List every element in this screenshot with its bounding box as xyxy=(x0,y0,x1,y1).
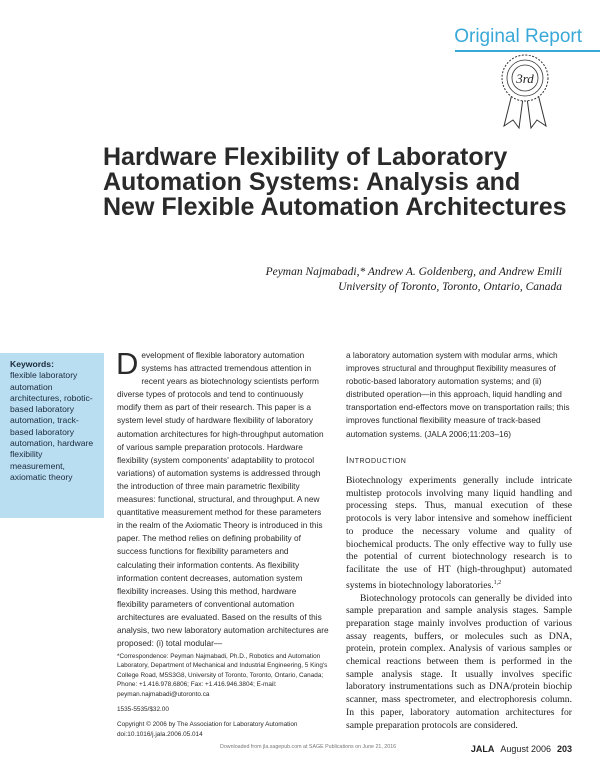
issn: 1535-5535/$32.00 xyxy=(117,706,169,714)
correspondence-note: *Correspondence: Peyman Najmabadi, Ph.D., Robotics and Automation Laboratory, Department of Mechanical and Industrial Engineering, 5 King's College Road, M5S3G8, University of Toronto, Toronto, Ontario, Canada; Phone: +1.416.978.6806; Fax: +1.416.946.3804; E-mail: peyman.najmabadi@utoronto.ca xyxy=(117,653,328,698)
article-title: Hardware Flexibility of Laboratory Automation Systems: Analysis and New Flexible Automation Architectures xyxy=(103,143,567,221)
intro-paragraph-2: Biotechnology protocols can generally be divided into sample preparation and sample analysis stages. Sample preparation stage mainly involves production of various assay reagents, buffers, or molecules such as DNA, protein, protein complex. Analysis of various samples or chemical reactions between them is performed in the sample analysis stage. It usually involves specific laboratory instrumentations such as DNA/protein biochip scanner, mass spectrometer, and electrophoresis column. In this paper, laboratory automation architectures for sample preparation protocols are considered. xyxy=(346,592,572,731)
abstract-left-column xyxy=(116,346,329,650)
intro-p1-text: Biotechnology experiments generally include intricate multistep protocols involving many liquid handling and processing steps. Thus, manual execution of these protocols is very labor intensive and somehow inefficient to produce the necessary volume and quality of biochemical products. The only effective way to fully use the potential of current biotechnology research is to facilitate the use of HT (high-throughput) automated systems in biotechnology laboratories. xyxy=(346,475,572,591)
affiliation: University of Toronto, Toronto, Ontario, Canada xyxy=(338,281,562,293)
issue-date: August 2006 xyxy=(500,744,551,754)
section-label: Original Report xyxy=(454,26,582,47)
doi: doi:10.1016/j.jala.2006.05.014 xyxy=(117,730,203,738)
keywords-box xyxy=(0,353,104,518)
keywords-label: Keywords: xyxy=(10,359,54,369)
download-note: Downloaded from jla.sagepub.com at SAGE Publications on June 21, 2016 xyxy=(220,744,397,750)
award-rosette-icon xyxy=(490,52,560,132)
drop-cap: D xyxy=(116,346,139,381)
copyright: Copyright © 2006 by The Association for Laboratory Automation xyxy=(117,721,298,729)
introduction-body xyxy=(346,475,572,732)
citation-ref: 1,2 xyxy=(493,579,502,586)
introduction-heading: Introduction xyxy=(346,455,407,466)
abstract-right-column: a laboratory automation system with modular arms, which improves structural and throughput flexibility measures of robotic-based laboratory automation systems; and (ii) distributed operation—in this approach, liquid handling and transportation end-effectors move on transportation rails; this improves functional flexibility measure of track-based automation systems. (JALA 2006;11:203–16) xyxy=(346,350,570,439)
journal-name: JALA xyxy=(470,744,495,754)
authors: Peyman Najmabadi,* Andrew A. Goldenberg, and Andrew Emili xyxy=(265,266,562,278)
page-number: 203 xyxy=(556,744,572,754)
abstract-text: evelopment of flexible laboratory automation systems has attracted tremendous attention in recent years as biotechnology scientists perform diverse types of protocols and tend to continuously modify them as part of their research. This paper is a system level study of hardware flexibility of laboratory automation architectures for high-throughput automation of various sample preparation protocols. Hardware flexibility (system components' adaptability to protocol variations) of automation systems is addressed through the introduction of three main parametric flexibility measures: functional, structural, and throughput. A new quantitative measurement method for these parameters in the realm of the Axiomatic Theory is introduced in this paper. The method relies on defining probability of success functions for flexibility parameters and calculating their information contents. As flexibility information content decreases, automation system flexibility increases. Using this method, hardware flexibility parameters of conventional automation architectures are evaluated. Based on the results of this analysis, two new laboratory automation architectures are proposed: (i) total modular— xyxy=(117,350,329,649)
journal-footer xyxy=(471,744,572,754)
keywords-list: flexible laboratory automation architectures, robotic-based laboratory automation, track-based laboratory automation, hardware flexibility measurement, axiomatic theory xyxy=(10,370,94,482)
badge-text: 3rd xyxy=(516,71,534,86)
footnote-block xyxy=(117,652,332,739)
intro-paragraph-1 xyxy=(346,475,572,593)
author-block xyxy=(266,265,562,295)
